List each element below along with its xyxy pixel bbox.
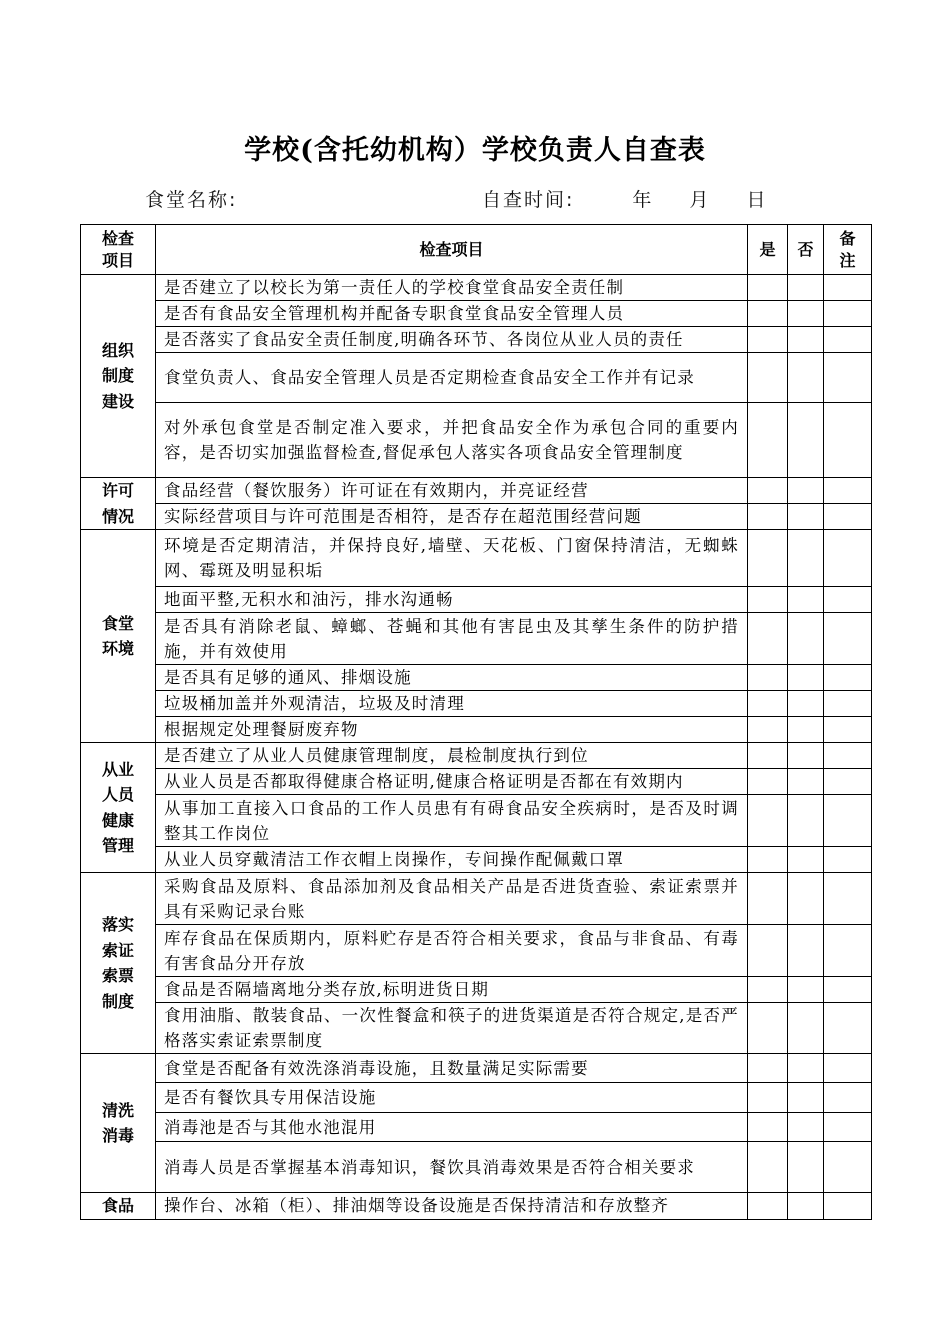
table-row <box>81 1054 872 1083</box>
check-item-text: 垃圾桶加盖并外观清洁，垃圾及时清理 <box>156 691 748 717</box>
remark-cell[interactable] <box>824 1193 872 1220</box>
table-row <box>81 743 872 769</box>
category-text-line: 建设 <box>101 391 134 411</box>
remark-cell[interactable] <box>824 847 872 873</box>
month-label: 月 <box>689 189 711 211</box>
no-cell[interactable] <box>788 478 824 504</box>
category-text-line: 情况 <box>101 506 134 526</box>
yes-cell[interactable] <box>748 587 788 613</box>
check-item-text: 食堂负责人、食品安全管理人员是否定期检查食品安全工作并有记录 <box>156 353 748 403</box>
yes-cell[interactable] <box>748 795 788 847</box>
no-cell[interactable] <box>788 977 824 1003</box>
category-text-line: 从业 <box>101 759 134 779</box>
day-label: 日 <box>746 189 768 211</box>
no-cell[interactable] <box>788 587 824 613</box>
table-row <box>81 327 872 353</box>
no-cell[interactable] <box>788 353 824 403</box>
check-item-text: 采购食品及原料、食品添加剂及食品相关产品是否进货查验、索证索票并具有采购记录台账 <box>156 873 748 925</box>
category-text-line: 索证 <box>101 940 134 960</box>
table-row <box>81 717 872 743</box>
yes-cell[interactable] <box>748 665 788 691</box>
yes-cell[interactable] <box>748 353 788 403</box>
yes-cell[interactable] <box>748 1054 788 1083</box>
table-row <box>81 504 872 530</box>
remark-cell[interactable] <box>824 327 872 353</box>
remark-cell[interactable] <box>824 587 872 613</box>
category-text-line: 索票 <box>101 966 134 985</box>
no-cell[interactable] <box>788 530 824 587</box>
header-category-text: 检查 项目 <box>101 228 134 270</box>
yes-cell[interactable] <box>748 327 788 353</box>
category-text-line: 许可 <box>101 481 134 500</box>
table-row <box>81 977 872 1003</box>
no-cell[interactable] <box>788 743 824 769</box>
no-cell[interactable] <box>788 504 824 530</box>
no-cell[interactable] <box>788 925 824 977</box>
year-label: 年 <box>632 189 654 211</box>
table-row <box>81 873 872 925</box>
category-text-line: 环境 <box>101 639 134 658</box>
remark-cell[interactable] <box>824 795 872 847</box>
check-item-text: 食用油脂、散装食品、一次性餐盒和筷子的进货渠道是否符合规定,是否严格落实索证索票制度 <box>156 1003 748 1054</box>
remark-cell[interactable] <box>824 925 872 977</box>
check-date-line <box>482 185 767 212</box>
category-text-line: 制度 <box>101 991 134 1011</box>
table-row <box>81 275 872 301</box>
remark-cell[interactable] <box>824 873 872 925</box>
no-cell[interactable] <box>788 1142 824 1193</box>
category-text-line: 健康 <box>101 810 134 830</box>
remark-cell[interactable] <box>824 1083 872 1113</box>
category-cell <box>81 1054 156 1193</box>
yes-cell[interactable] <box>748 1193 788 1220</box>
check-item-text: 是否建立了以校长为第一责任人的学校食堂食品安全责任制 <box>156 275 748 301</box>
yes-cell[interactable] <box>748 275 788 301</box>
check-date-label: 自查时间: <box>482 189 575 211</box>
table-row <box>81 613 872 665</box>
table-row <box>81 1193 872 1220</box>
check-item-text: 食堂是否配备有效洗涤消毒设施，且数量满足实际需要 <box>156 1054 748 1083</box>
no-cell[interactable] <box>788 613 824 665</box>
table-row <box>81 478 872 504</box>
check-item-text: 是否具有消除老鼠、蟑螂、苍蝇和其他有害昆虫及其孳生条件的防护措施，并有效使用 <box>156 613 748 665</box>
header-remark <box>824 225 872 275</box>
remark-cell[interactable] <box>824 769 872 795</box>
category-cell <box>81 1193 156 1220</box>
check-item-text: 从事加工直接入口食品的工作人员患有有碍食品安全疾病时，是否及时调整其工作岗位 <box>156 795 748 847</box>
remark-cell[interactable] <box>824 1142 872 1193</box>
check-item-text: 地面平整,无积水和油污，排水沟通畅 <box>156 587 748 613</box>
no-cell[interactable] <box>788 847 824 873</box>
table-row <box>81 1003 872 1054</box>
table-row <box>81 847 872 873</box>
category-cell <box>81 530 156 743</box>
check-item-text: 消毒人员是否掌握基本消毒知识，餐饮具消毒效果是否符合相关要求 <box>156 1142 748 1193</box>
remark-cell[interactable] <box>824 504 872 530</box>
check-item-text: 从业人员穿戴清洁工作衣帽上岗操作，专间操作配佩戴口罩 <box>156 847 748 873</box>
header-no: 否 <box>788 225 824 275</box>
table-body <box>81 275 872 1220</box>
category-cell <box>81 478 156 530</box>
category-text-line: 制度 <box>101 366 134 386</box>
check-item-text: 食品经营（餐饮服务）许可证在有效期内，并亮证经营 <box>156 478 748 504</box>
yes-cell[interactable] <box>748 1113 788 1142</box>
no-cell[interactable] <box>788 717 824 743</box>
no-cell[interactable] <box>788 275 824 301</box>
no-cell[interactable] <box>788 1083 824 1113</box>
table-row <box>81 769 872 795</box>
table-row <box>81 301 872 327</box>
yes-cell[interactable] <box>748 530 788 587</box>
category-text-line: 组织 <box>101 340 134 360</box>
no-cell[interactable] <box>788 795 824 847</box>
table-row <box>81 795 872 847</box>
yes-cell[interactable] <box>748 847 788 873</box>
category-text-line: 食品 <box>101 1196 134 1215</box>
no-cell[interactable] <box>788 1003 824 1054</box>
table-row <box>81 587 872 613</box>
yes-cell[interactable] <box>748 1083 788 1113</box>
remark-cell[interactable] <box>824 530 872 587</box>
check-item-text: 根据规定处理餐厨废弃物 <box>156 717 748 743</box>
yes-cell[interactable] <box>748 743 788 769</box>
category-text-line: 落实 <box>101 915 134 934</box>
check-item-text: 是否有食品安全管理机构并配备专职食堂食品安全管理人员 <box>156 301 748 327</box>
remark-cell[interactable] <box>824 1003 872 1054</box>
no-cell[interactable] <box>788 1113 824 1142</box>
check-item-text: 是否建立了从业人员健康管理制度，晨检制度执行到位 <box>156 743 748 769</box>
check-item-text: 是否落实了食品安全责任制度,明确各环节、各岗位从业人员的责任 <box>156 327 748 353</box>
no-cell[interactable] <box>788 1054 824 1083</box>
yes-cell[interactable] <box>748 478 788 504</box>
remark-cell[interactable] <box>824 1054 872 1083</box>
header-remark-text: 备 注 <box>839 228 856 270</box>
check-item-text: 库存食品在保质期内，原料贮存是否符合相关要求，食品与非食品、有毒有害食品分开存放 <box>156 925 748 977</box>
check-item-text: 消毒池是否与其他水池混用 <box>156 1113 748 1142</box>
remark-cell[interactable] <box>824 353 872 403</box>
remark-cell[interactable] <box>824 301 872 327</box>
table-row <box>81 1113 872 1142</box>
yes-cell[interactable] <box>748 504 788 530</box>
category-cell <box>81 743 156 873</box>
no-cell[interactable] <box>788 1193 824 1220</box>
table-row <box>81 691 872 717</box>
table-header-row <box>81 225 872 275</box>
table-row <box>81 530 872 587</box>
check-item-text: 环境是否定期清洁，并保持良好,墙壁、天花板、门窗保持清洁，无蜘蛛网、霉斑及明显积垢 <box>156 530 748 587</box>
check-item-text: 是否具有足够的通风、排烟设施 <box>156 665 748 691</box>
category-text-line: 食堂 <box>101 613 134 633</box>
yes-cell[interactable] <box>748 613 788 665</box>
yes-cell[interactable] <box>748 769 788 795</box>
yes-cell[interactable] <box>748 403 788 478</box>
check-item-text: 实际经营项目与许可范围是否相符，是否存在超范围经营问题 <box>156 504 748 530</box>
table-row <box>81 353 872 403</box>
check-item-text: 食品是否隔墙离地分类存放,标明进货日期 <box>156 977 748 1003</box>
remark-cell[interactable] <box>824 613 872 665</box>
yes-cell[interactable] <box>748 873 788 925</box>
remark-cell[interactable] <box>824 717 872 743</box>
remark-cell[interactable] <box>824 691 872 717</box>
document-title: 学校(含托幼机构）学校负责人自查表 <box>244 135 706 166</box>
header-yes: 是 <box>748 225 788 275</box>
yes-cell[interactable] <box>748 1003 788 1054</box>
check-item-text: 是否有餐饮具专用保洁设施 <box>156 1083 748 1113</box>
header-item: 检查项目 <box>156 225 748 275</box>
table-row <box>81 665 872 691</box>
no-cell[interactable] <box>788 403 824 478</box>
yes-cell[interactable] <box>748 977 788 1003</box>
category-cell <box>81 275 156 478</box>
category-text-line: 清洗 <box>101 1100 134 1120</box>
remark-cell[interactable] <box>824 665 872 691</box>
remark-cell[interactable] <box>824 1113 872 1142</box>
remark-cell[interactable] <box>824 478 872 504</box>
category-text-line: 人员 <box>101 785 134 804</box>
yes-cell[interactable] <box>748 925 788 977</box>
no-cell[interactable] <box>788 873 824 925</box>
no-cell[interactable] <box>788 327 824 353</box>
category-text-line: 消毒 <box>101 1126 134 1145</box>
yes-cell[interactable] <box>748 1142 788 1193</box>
yes-cell[interactable] <box>748 301 788 327</box>
check-item-text: 对外承包食堂是否制定准入要求，并把食品安全作为承包合同的重要内容，是否切实加强监督检查,督促承包人落实各项食品安全管理制度 <box>156 403 748 478</box>
table-row <box>81 925 872 977</box>
remark-cell[interactable] <box>824 743 872 769</box>
table-row <box>81 1083 872 1113</box>
no-cell[interactable] <box>788 691 824 717</box>
no-cell[interactable] <box>788 769 824 795</box>
canteen-name-label: 食堂名称: <box>145 189 238 211</box>
yes-cell[interactable] <box>748 691 788 717</box>
yes-cell[interactable] <box>748 717 788 743</box>
table-row <box>81 403 872 478</box>
self-check-table <box>80 224 872 1220</box>
remark-cell[interactable] <box>824 403 872 478</box>
no-cell[interactable] <box>788 665 824 691</box>
no-cell[interactable] <box>788 301 824 327</box>
category-text-line: 管理 <box>101 836 134 855</box>
remark-cell[interactable] <box>824 977 872 1003</box>
category-cell <box>81 873 156 1054</box>
header-category <box>81 225 156 275</box>
remark-cell[interactable] <box>824 275 872 301</box>
check-item-text: 操作台、冰箱（柜）、排油烟等设备设施是否保持清洁和存放整齐 <box>156 1193 748 1220</box>
table-row <box>81 1142 872 1193</box>
check-item-text: 从业人员是否都取得健康合格证明,健康合格证明是否都在有效期内 <box>156 769 748 795</box>
